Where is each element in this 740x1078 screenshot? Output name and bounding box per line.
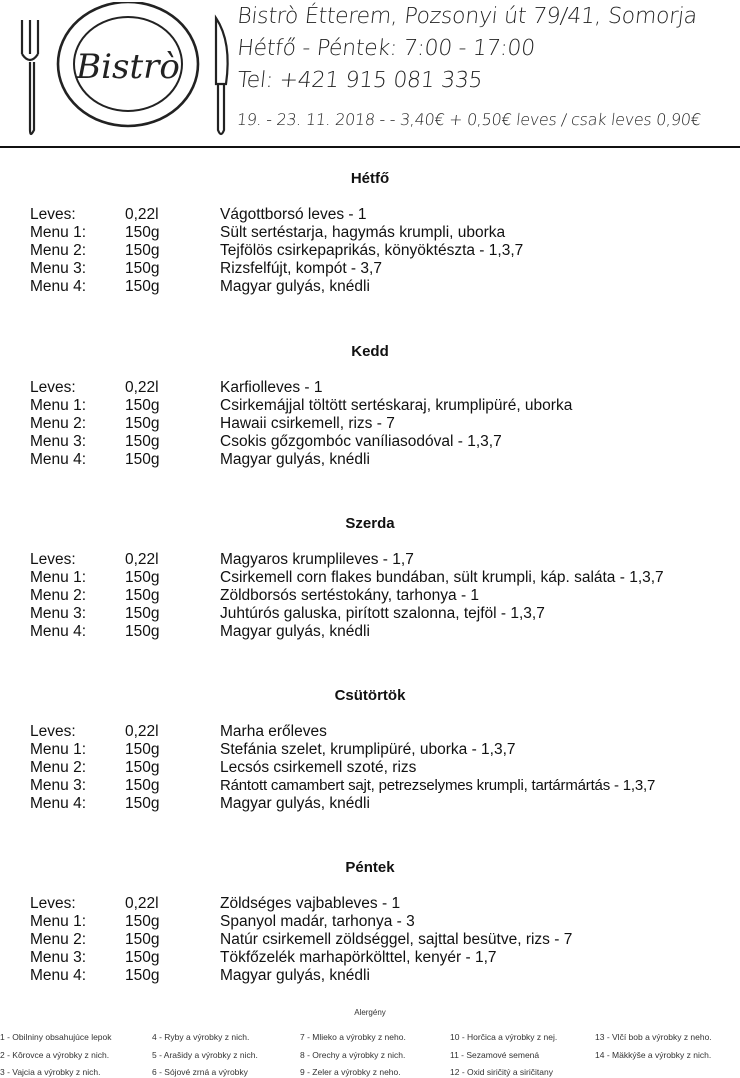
- row-label: Menu 2:: [30, 587, 87, 604]
- menu-row: [0, 967, 740, 985]
- row-label: Menu 3:: [30, 605, 87, 622]
- menu-row: [0, 931, 740, 949]
- fork-icon: [22, 20, 38, 134]
- menu-row: [0, 415, 740, 433]
- row-dish: Marha erőleves: [220, 723, 327, 740]
- row-label: Leves:: [30, 206, 76, 223]
- allergen-title: Alergény: [354, 1008, 386, 1017]
- row-dish: Rizsfelfújt, kompót - 3,7: [220, 260, 382, 277]
- address-text: Bistrò Étterem, Pozsonyi út 79/41, Somorja: [236, 4, 699, 29]
- row-dish: Magyar gulyás, knédli: [220, 278, 370, 295]
- row-label: Menu 3:: [30, 777, 87, 794]
- row-dish: Juhtúrós galuska, pirított szalonna, tejföl - 1,3,7: [220, 605, 545, 622]
- row-quantity: 0,22l: [125, 723, 159, 740]
- menu-row: [0, 741, 740, 759]
- day-title: Csütörtök: [334, 687, 406, 704]
- row-quantity: 150g: [125, 397, 160, 414]
- allergen-item: 5 - Arašidy a výrobky z nich.: [152, 1050, 258, 1060]
- row-dish: Stefánia szelet, krumplipüré, uborka - 1,3,7: [220, 741, 516, 758]
- allergen-item: 2 - Kôrovce a výrobky z nich.: [0, 1050, 110, 1060]
- day-title: Kedd: [351, 343, 389, 360]
- menu-row: [0, 587, 740, 605]
- row-dish: Rántott camambert sajt, petrezselymes krumpli, tartármártás - 1,3,7: [220, 777, 656, 794]
- row-quantity: 150g: [125, 741, 160, 758]
- row-quantity: 0,22l: [125, 551, 159, 568]
- row-label: Menu 4:: [30, 278, 87, 295]
- row-quantity: 0,22l: [125, 206, 159, 223]
- knife-icon: [216, 18, 228, 134]
- day-section-friday: [0, 859, 740, 985]
- row-dish: Zöldborsós sertéstokány, tarhonya - 1: [220, 587, 480, 604]
- menu-row: [0, 569, 740, 587]
- row-quantity: 150g: [125, 623, 160, 640]
- row-dish: Csirkemell corn flakes bundában, sült krumpli, káp. saláta - 1,3,7: [220, 569, 664, 586]
- row-label: Menu 4:: [30, 451, 87, 468]
- row-quantity: 150g: [125, 587, 160, 604]
- row-quantity: 150g: [125, 913, 160, 930]
- day-title: Szerda: [345, 515, 395, 532]
- row-dish: Spanyol madár, tarhonya - 3: [220, 913, 415, 930]
- row-label: Menu 1:: [30, 913, 87, 930]
- menu-row: [0, 206, 740, 224]
- allergen-item: 10 - Horčica a výrobky z nej.: [450, 1032, 558, 1042]
- row-dish: Sült sertéstarja, hagymás krumpli, uborka: [220, 224, 506, 241]
- menu-row: [0, 451, 740, 469]
- row-label: Menu 3:: [30, 949, 87, 966]
- allergen-legend: [0, 1008, 740, 1078]
- row-quantity: 150g: [125, 278, 160, 295]
- menu-row: [0, 895, 740, 913]
- allergen-item: 4 - Ryby a výrobky z nich.: [152, 1032, 250, 1042]
- row-label: Menu 1:: [30, 741, 87, 758]
- menu-row: [0, 759, 740, 777]
- row-dish: Hawaii csirkemell, rizs - 7: [220, 415, 395, 432]
- day-title: Hétfő: [350, 170, 390, 187]
- menu-row: [0, 949, 740, 967]
- row-label: Menu 1:: [30, 224, 87, 241]
- phone-text: Tel: +421 915 081 335: [236, 68, 484, 93]
- row-quantity: 150g: [125, 242, 160, 259]
- allergen-item: 6 - Sójové zrná a výrobky: [152, 1067, 248, 1077]
- row-dish: Lecsós csirkemell szoté, rizs: [220, 759, 417, 776]
- row-dish: Tökfőzelék marhapörkölttel, kenyér - 1,7: [220, 949, 497, 966]
- row-label: Menu 2:: [30, 759, 87, 776]
- menu-row: [0, 224, 740, 242]
- allergen-item: 11 - Sezamové semená: [450, 1050, 540, 1060]
- allergen-item: 12 - Oxid siričitý a siričitany: [450, 1067, 553, 1077]
- row-quantity: 150g: [125, 931, 160, 948]
- row-quantity: 150g: [125, 795, 160, 812]
- row-dish: Magyar gulyás, knédli: [220, 451, 370, 468]
- row-label: Menu 1:: [30, 397, 87, 414]
- menu-row: [0, 433, 740, 451]
- menu-row: [0, 623, 740, 641]
- row-quantity: 150g: [125, 260, 160, 277]
- row-quantity: 150g: [125, 759, 160, 776]
- row-quantity: 150g: [125, 569, 160, 586]
- row-dish: Magyar gulyás, knédli: [220, 623, 370, 640]
- menu-row: [0, 278, 740, 296]
- row-quantity: 0,22l: [125, 379, 159, 396]
- opening-hours-text: Hétfő - Péntek: 7:00 - 17:00: [236, 36, 537, 61]
- menu-row: [0, 260, 740, 278]
- row-quantity: 150g: [125, 415, 160, 432]
- bistro-logo: [10, 2, 248, 142]
- row-quantity: 150g: [125, 777, 160, 794]
- row-label: Menu 3:: [30, 433, 87, 450]
- row-dish: Natúr csirkemell zöldséggel, sajttal besütve, rizs - 7: [220, 931, 573, 948]
- row-quantity: 150g: [125, 224, 160, 241]
- row-quantity: 150g: [125, 967, 160, 984]
- menu-row: [0, 379, 740, 397]
- row-dish: Csirkemájjal töltött sertéskaraj, krumplipüré, uborka: [220, 397, 573, 414]
- row-label: Leves:: [30, 895, 76, 912]
- row-label: Menu 2:: [30, 242, 87, 259]
- menu-row: [0, 913, 740, 931]
- row-label: Menu 3:: [30, 260, 87, 277]
- row-quantity: 150g: [125, 605, 160, 622]
- menu-row: [0, 723, 740, 741]
- row-dish: Magyar gulyás, knédli: [220, 795, 370, 812]
- row-dish: Zöldséges vajbableves - 1: [220, 895, 401, 912]
- menu-row: [0, 605, 740, 623]
- day-section-wednesday: [0, 515, 740, 641]
- row-dish: Vágottborsó leves - 1: [220, 206, 367, 223]
- allergen-item: 13 - Vlčí bob a výrobky z neho.: [595, 1032, 712, 1042]
- menu-row: [0, 397, 740, 415]
- row-dish: Csokis gőzgombóc vaníliasodóval - 1,3,7: [220, 433, 502, 450]
- row-label: Menu 4:: [30, 967, 87, 984]
- row-quantity: 150g: [125, 433, 160, 450]
- row-quantity: 150g: [125, 451, 160, 468]
- menu-row: [0, 551, 740, 569]
- menu-row: [0, 795, 740, 813]
- menu-row: [0, 777, 740, 795]
- row-quantity: 0,22l: [125, 895, 159, 912]
- row-dish: Karfiolleves - 1: [220, 379, 323, 396]
- row-label: Leves:: [30, 551, 76, 568]
- day-section-monday: [0, 170, 740, 296]
- header-divider: [0, 146, 740, 148]
- day-title: Péntek: [345, 859, 395, 876]
- price-text: 19. - 23. 11. 2018 - - 3,40€ + 0,50€ leves / csak leves 0,90€: [236, 110, 702, 129]
- row-label: Leves:: [30, 379, 76, 396]
- menu-row: [0, 242, 740, 260]
- row-dish: Tejfölös csirkepaprikás, könyöktészta - 1,3,7: [220, 242, 524, 259]
- day-section-tuesday: [0, 343, 740, 469]
- row-dish: Magyar gulyás, knédli: [220, 967, 370, 984]
- allergen-item: 3 - Vajcia a výrobky z nich.: [0, 1067, 101, 1077]
- row-label: Menu 1:: [30, 569, 87, 586]
- row-label: Menu 4:: [30, 623, 87, 640]
- day-section-thursday: [0, 687, 740, 813]
- row-label: Leves:: [30, 723, 76, 740]
- logo-text: Bistrò: [76, 47, 180, 87]
- row-label: Menu 2:: [30, 415, 87, 432]
- row-quantity: 150g: [125, 949, 160, 966]
- allergen-item: 7 - Mlieko a výrobky z neho.: [300, 1032, 406, 1042]
- allergen-item: 1 - Obilniny obsahujúce lepok: [0, 1032, 112, 1042]
- row-dish: Magyaros krumplileves - 1,7: [220, 551, 414, 568]
- allergen-item: 9 - Zeler a výrobky z neho.: [300, 1067, 401, 1077]
- row-label: Menu 4:: [30, 795, 87, 812]
- header: [0, 0, 740, 150]
- row-label: Menu 2:: [30, 931, 87, 948]
- allergen-item: 14 - Mäkkýše a výrobky z nich.: [595, 1050, 712, 1060]
- allergen-item: 8 - Orechy a výrobky z nich.: [300, 1050, 406, 1060]
